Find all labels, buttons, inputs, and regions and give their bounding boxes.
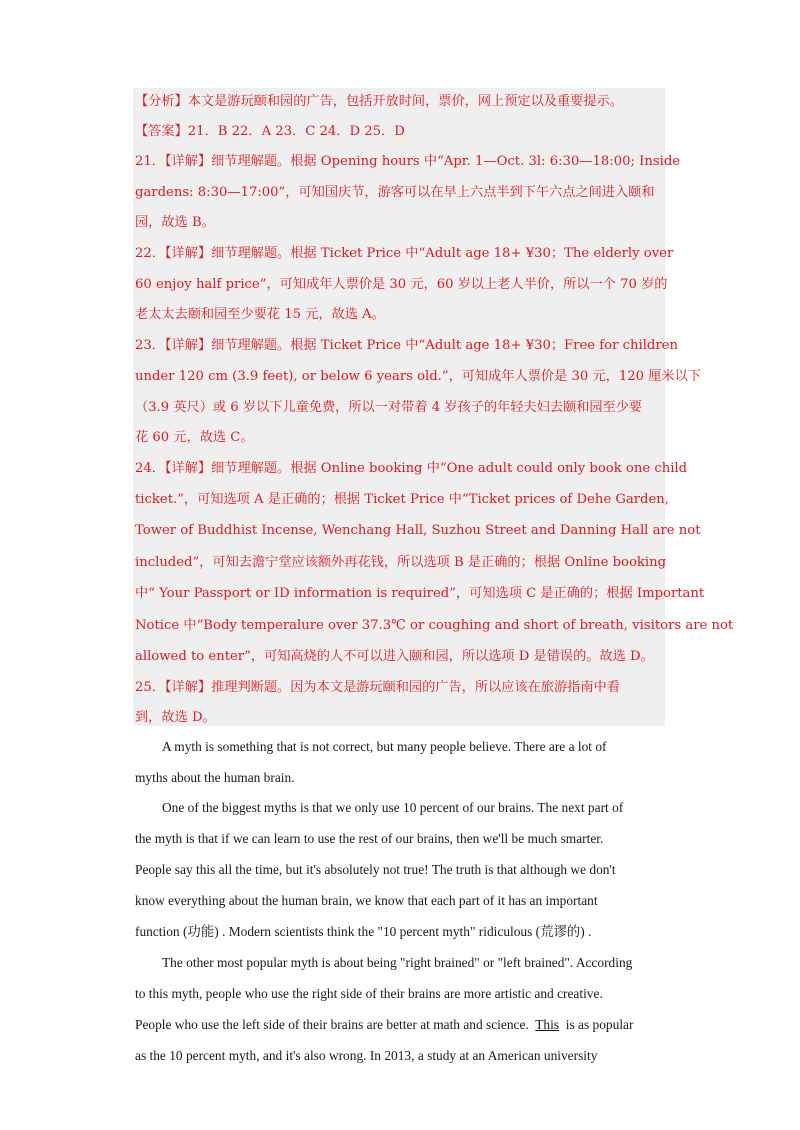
explanation-line: 24．【详解】细节理解题。根据 Online booking 中“One adult could only book one child: [135, 461, 688, 476]
explanation-line: 25．【详解】推理判断题。因为本文是游玩颐和园的广告，所以应该在旅游指南中看: [135, 680, 620, 695]
underlined-word: This: [535, 1017, 560, 1032]
explanation-line: 到，故选 D。: [135, 710, 216, 725]
explanation-line: 21．【详解】细节理解题。根据 Opening hours 中“Apr. 1—Oct. 3l: 6:30—18:00; Inside: [135, 154, 681, 169]
explanation-line: allowed to enter”，可知高烧的人不可以进入颐和园，所以选项 D 是错误的。故选 D。: [135, 649, 654, 664]
explanation-line: （3.9 英尺）或 6 岁以下儿童免费，所以一对带着 4 岁孩子的年轻夫妇去颐和园至少要: [135, 400, 643, 415]
paragraph-line: function (功能) . Modern scientists think the "10 percent myth" ridiculous (荒谬的) .: [135, 924, 592, 939]
explanation-line: Tower of Buddhist Incense, Wenchang Hall, Suzhou Street and Danning Hall are not: [135, 523, 701, 538]
explanation-line: 60 enjoy half price”，可知成年人票价是 30 元，60 岁以上老人半价，所以一个 70 岁的: [135, 277, 668, 292]
answer-key-line: 【答案】21．B 22．A 23．C 24．D 25．D: [135, 124, 405, 139]
paragraph-line: People say this all the time, but it's absolutely not true! The truth is that although we don't: [135, 862, 616, 877]
explanation-line: 22．【详解】细节理解题。根据 Ticket Price 中“Adult age 18+ ¥30；The elderly over: [135, 246, 674, 261]
explanation-line: 园，故选 B。: [135, 215, 215, 230]
paragraph-line: One of the biggest myths is that we only use 10 percent of our brains. The next part of: [162, 800, 624, 815]
explanation-line: ticket.”，可知选项 A 是正确的；根据 Ticket Price 中“Ticket prices of Dehe Garden,: [135, 492, 669, 507]
explanation-line: Notice 中“Body temperalure over 37.3℃ or coughing and short of breath, visitors are not: [135, 618, 734, 633]
analysis-line: 【分析】本文是游玩颐和园的广告，包括开放时间，票价，网上预定以及重要提示。: [135, 94, 623, 109]
paragraph-line: know everything about the human brain, we know that each part of it has an important: [135, 893, 598, 908]
explanation-line: included”，可知去澹宁堂应该额外再花钱，所以选项 B 是正确的；根据 Online booking: [135, 555, 667, 570]
paragraph-line: [135, 1015, 670, 1035]
explanation-line: gardens: 8:30—17:00”，可知国庆节，游客可以在早上六点半到下午六点之间进入颐和: [135, 185, 655, 200]
paragraph-line: as the 10 percent myth, and it's also wrong. In 2013, a study at an American university: [135, 1048, 598, 1063]
paragraph-line: A myth is something that is not correct, but many people believe. There are a lot of: [162, 739, 607, 754]
sentence-text: People who use the left side of their brains are better at math and science.: [135, 1017, 529, 1032]
paragraph-line: myths about the human brain.: [135, 770, 295, 785]
explanation-line: 23．【详解】细节理解题。根据 Ticket Price 中“Adult age 18+ ¥30；Free for children: [135, 338, 678, 353]
paragraph-line: to this myth, people who use the right side of their brains are more artistic and creative.: [135, 986, 603, 1001]
paragraph-line: The other most popular myth is about being "right brained" or "left brained". According: [162, 955, 633, 970]
explanation-line: under 120 cm (3.9 feet), or below 6 years old.”，可知成年人票价是 30 元，120 厘米以下: [135, 369, 701, 384]
explanation-line: 花 60 元，故选 C。: [135, 430, 254, 445]
paragraph-line: the myth is that if we can learn to use the rest of our brains, then we'll be much smarter.: [135, 831, 604, 846]
explanation-line: 中“ Your Passport or ID information is required”，可知选项 C 是正确的；根据 Important: [135, 586, 705, 601]
explanation-line: 老太太去颐和园至少要花 15 元，故选 A。: [135, 307, 385, 322]
sentence-text: is as popular: [565, 1017, 634, 1032]
